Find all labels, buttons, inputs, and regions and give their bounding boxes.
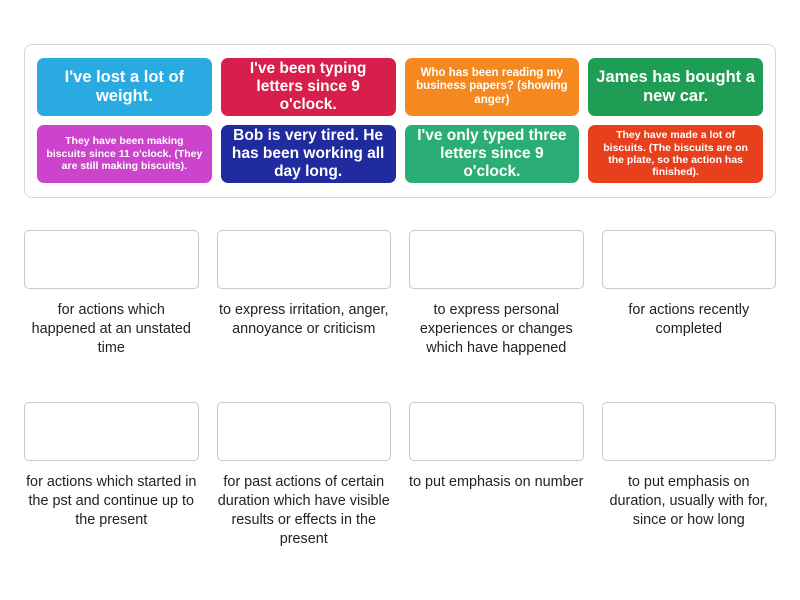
card-label: They have been making biscuits since 11 o'clock. (They are still making biscuits). — [46, 135, 203, 173]
answer-cell — [24, 402, 199, 549]
draggable-card[interactable] — [221, 125, 396, 183]
draggable-card[interactable] — [405, 125, 580, 183]
card-label: I've been typing letters since 9 o'clock. — [249, 59, 367, 114]
draggable-card[interactable] — [588, 58, 763, 116]
answer-cell — [602, 402, 777, 549]
drop-zone[interactable] — [217, 402, 392, 461]
answer-caption: for actions which happened at an unstated time — [31, 302, 191, 357]
card-tray-row-2 — [37, 125, 763, 183]
answer-caption: to put emphasis on number — [409, 474, 584, 491]
drop-zone[interactable] — [24, 230, 199, 289]
answer-cell — [217, 402, 392, 549]
card-label: They have made a lot of biscuits. (The biscuits are on the plate, so the action has finished). — [603, 129, 748, 179]
answer-caption: to express irritation, anger, annoyance or criticism — [218, 302, 389, 338]
card-label: James has bought a new car. — [596, 67, 755, 105]
drop-zone[interactable] — [24, 402, 199, 461]
answer-caption: for actions recently completed — [628, 302, 750, 338]
answer-cell — [24, 230, 199, 358]
answer-grid — [24, 230, 776, 549]
card-label: Bob is very tired. He has been working all day long. — [231, 126, 385, 181]
drop-zone[interactable] — [602, 402, 777, 461]
answer-cell — [217, 230, 392, 358]
card-tray — [24, 44, 776, 198]
card-tray-row-1 — [37, 58, 763, 116]
drop-zone[interactable] — [409, 402, 584, 461]
answer-caption: to put emphasis on duration, usually with for, since or how long — [609, 474, 768, 529]
card-label: Who has been reading my business papers? (showing anger) — [416, 66, 568, 106]
answer-row-2 — [24, 402, 776, 549]
draggable-card[interactable] — [588, 125, 763, 183]
drop-zone[interactable] — [217, 230, 392, 289]
answer-cell — [409, 402, 584, 549]
draggable-card[interactable] — [37, 125, 212, 183]
draggable-card[interactable] — [37, 58, 212, 116]
drop-zone[interactable] — [602, 230, 777, 289]
card-label: I've only typed three letters since 9 o'clock. — [417, 126, 567, 181]
answer-cell — [409, 230, 584, 358]
card-label: I've lost a lot of weight. — [64, 67, 185, 105]
drop-zone[interactable] — [409, 230, 584, 289]
answer-caption: for actions which started in the pst and continue up to the present — [26, 474, 197, 529]
answer-caption: for past actions of certain duration which have visible results or effects in the present — [217, 474, 390, 548]
answer-cell — [602, 230, 777, 358]
answer-row-1 — [24, 230, 776, 358]
draggable-card[interactable] — [221, 58, 396, 116]
draggable-card[interactable] — [405, 58, 580, 116]
answer-caption: to express personal experiences or changes which have happened — [419, 302, 573, 357]
